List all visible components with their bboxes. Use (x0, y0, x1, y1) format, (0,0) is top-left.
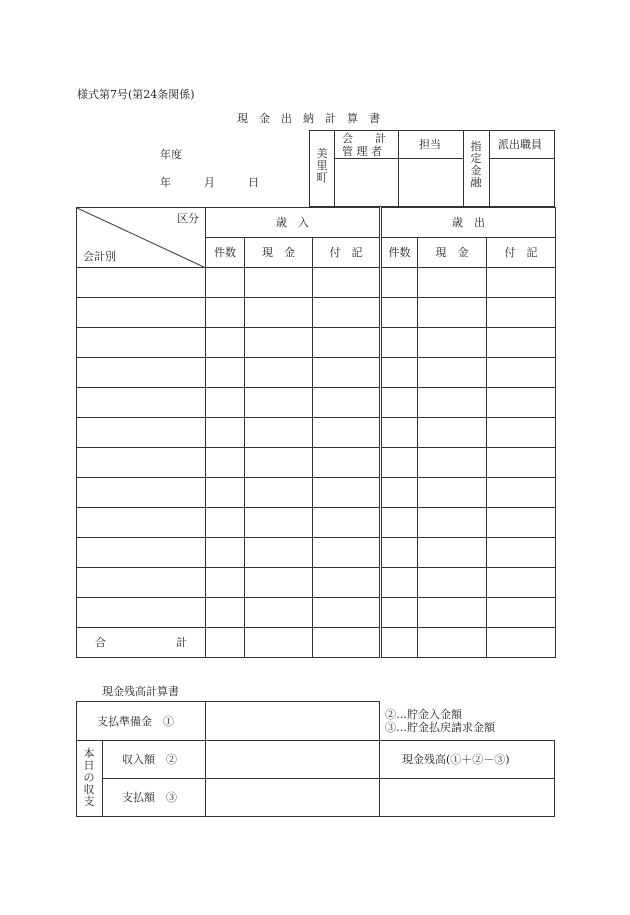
ledger-cell[interactable] (487, 358, 556, 388)
ledger-row (77, 388, 556, 418)
ledger-cell[interactable] (381, 448, 418, 478)
page-title: 現 金 出 納 計 算 書 (237, 112, 380, 125)
ledger-cell[interactable] (487, 388, 556, 418)
ledger-cell[interactable] (418, 298, 487, 328)
accountant-seal-cell[interactable] (334, 158, 399, 207)
ledger-cell[interactable] (487, 268, 556, 298)
ledger-row (77, 568, 556, 598)
ledger-cell[interactable] (381, 268, 418, 298)
ledger-cell[interactable] (313, 598, 381, 628)
town-cell (309, 130, 335, 207)
ledger-cell[interactable] (313, 268, 381, 298)
income-label: 収入額 ② (122, 753, 177, 766)
ledger-cell[interactable] (313, 568, 381, 598)
cash-balance-value-cell[interactable] (379, 778, 555, 817)
ledger-cell[interactable] (77, 388, 206, 418)
ledger-cell[interactable] (381, 568, 418, 598)
ledger-cell[interactable] (206, 358, 245, 388)
ledger-cell[interactable] (206, 478, 245, 508)
tanto-header-cell (398, 130, 464, 159)
note-withdraw-request: ③…貯金払戻請求金額 (385, 721, 495, 734)
sub-header-cash-exp: 現 金 (418, 238, 487, 268)
sub-header-cash-rev: 現 金 (245, 238, 313, 268)
ledger-cell[interactable] (245, 448, 313, 478)
ledger-cell[interactable] (245, 418, 313, 448)
ledger-cell[interactable] (77, 298, 206, 328)
ledger-cell[interactable] (245, 328, 313, 358)
ledger-cell[interactable] (313, 508, 381, 538)
ledger-cell[interactable] (381, 418, 418, 448)
ledger-cell[interactable] (245, 508, 313, 538)
ledger-cell[interactable] (418, 538, 487, 568)
ledger-cell[interactable] (381, 358, 418, 388)
ledger-cell[interactable] (381, 538, 418, 568)
today-group-label: 本日の収支 (83, 747, 95, 808)
ledger-cell[interactable] (77, 478, 206, 508)
ledger-cell[interactable] (77, 508, 206, 538)
ledger-cell[interactable] (487, 478, 556, 508)
ledger-cell[interactable] (206, 418, 245, 448)
ledger-table (76, 207, 556, 658)
ledger-cell[interactable] (245, 298, 313, 328)
ledger-row (77, 478, 556, 508)
ledger-cell[interactable] (418, 388, 487, 418)
ledger-cell[interactable] (313, 448, 381, 478)
ledger-cell[interactable] (77, 358, 206, 388)
form-number: 様式第7号(第24条関係) (77, 88, 195, 101)
total-cell[interactable] (206, 628, 245, 658)
ledger-row (77, 358, 556, 388)
ledger-cell[interactable] (206, 538, 245, 568)
ledger-row (77, 538, 556, 568)
ledger-cell[interactable] (206, 328, 245, 358)
corner-bottom-label: 会計別 (83, 250, 116, 263)
ledger-cell[interactable] (381, 478, 418, 508)
ledger-cell[interactable] (418, 268, 487, 298)
ledger-cell[interactable] (313, 478, 381, 508)
reserve-amount-cell[interactable] (205, 701, 380, 741)
income-amount-cell[interactable] (205, 740, 380, 779)
income-label-cell (102, 740, 206, 779)
ledger-row (77, 298, 556, 328)
ledger-cell[interactable] (206, 298, 245, 328)
total-cell[interactable] (418, 628, 487, 658)
ledger-cell[interactable] (381, 328, 418, 358)
ledger-cell[interactable] (487, 448, 556, 478)
date-label: 年 月 日 (160, 176, 259, 189)
ledger-cell[interactable] (245, 568, 313, 598)
ledger-cell[interactable] (77, 328, 206, 358)
ledger-row (77, 418, 556, 448)
ledger-cell[interactable] (487, 508, 556, 538)
ledger-cell[interactable] (487, 538, 556, 568)
ledger-cell[interactable] (245, 538, 313, 568)
ledger-cell[interactable] (245, 388, 313, 418)
ledger-cell[interactable] (313, 388, 381, 418)
corner-top-label: 区分 (177, 212, 199, 225)
balance-title: 現金残高計算書 (102, 685, 179, 698)
ledger-cell[interactable] (487, 418, 556, 448)
ledger-cell[interactable] (206, 598, 245, 628)
total-label-cell (77, 628, 206, 658)
ledger-cell[interactable] (77, 538, 206, 568)
ledger-cell[interactable] (206, 268, 245, 298)
ledger-body (77, 268, 556, 628)
ledger-cell[interactable] (206, 568, 245, 598)
corner-cell (77, 208, 206, 268)
accountant-header-cell (334, 130, 399, 159)
accountant-label-line1: 会 計 (342, 132, 386, 145)
ledger-cell[interactable] (206, 508, 245, 538)
ledger-cell[interactable] (245, 268, 313, 298)
ledger-row (77, 328, 556, 358)
ledger-cell[interactable] (418, 568, 487, 598)
ledger-row (77, 598, 556, 628)
payment-label: 支払額 ③ (122, 791, 177, 804)
ledger-row (77, 268, 556, 298)
total-label-right: 計 (176, 636, 187, 649)
total-cell[interactable] (313, 628, 381, 658)
ledger-cell[interactable] (206, 388, 245, 418)
cash-balance-header-cell (379, 740, 555, 779)
ledger-cell[interactable] (77, 598, 206, 628)
ledger-cell[interactable] (245, 598, 313, 628)
expenditure-header: 歳 出 (381, 208, 556, 238)
dispatched-staff-label: 派出職員 (498, 138, 542, 151)
ledger-cell[interactable] (77, 268, 206, 298)
today-group-cell (76, 740, 103, 817)
payment-amount-cell[interactable] (205, 778, 380, 817)
cash-balance-label: 現金残高(①＋②－③) (402, 753, 510, 766)
ledger-cell[interactable] (313, 418, 381, 448)
reserve-label: 支払準備金 ① (97, 715, 174, 728)
staff-seal-cell[interactable] (489, 158, 555, 207)
designated-bank-label: 指定金融 (470, 140, 482, 189)
ledger-cell[interactable] (418, 508, 487, 538)
reserve-label-cell (76, 701, 206, 741)
ledger-cell[interactable] (418, 478, 487, 508)
bank-cell (463, 130, 490, 207)
ledger-row (77, 448, 556, 478)
sub-header-note-rev: 付 記 (313, 238, 381, 268)
town-label: 美里町 (316, 147, 328, 184)
sub-header-note-exp: 付 記 (487, 238, 556, 268)
staff-header-cell (489, 130, 555, 159)
ledger-cell[interactable] (245, 478, 313, 508)
ledger-cell[interactable] (77, 448, 206, 478)
ledger-cell[interactable] (77, 568, 206, 598)
accountant-label-line2: 管 理 者 (342, 145, 382, 158)
ledger-cell[interactable] (381, 388, 418, 418)
total-cell[interactable] (487, 628, 556, 658)
ledger-cell[interactable] (418, 598, 487, 628)
ledger-cell[interactable] (381, 598, 418, 628)
ledger-row (77, 508, 556, 538)
total-cell[interactable] (245, 628, 313, 658)
ledger-cell[interactable] (418, 328, 487, 358)
total-label-left: 合 (95, 636, 106, 649)
ledger-cell[interactable] (245, 358, 313, 388)
nendo-label: 年度 (160, 148, 182, 161)
ledger-cell[interactable] (313, 298, 381, 328)
ledger-cell[interactable] (381, 298, 418, 328)
ledger-cell[interactable] (313, 358, 381, 388)
ledger-cell[interactable] (487, 328, 556, 358)
tanto-seal-cell[interactable] (398, 158, 464, 207)
ledger-cell[interactable] (313, 328, 381, 358)
ledger-cell[interactable] (206, 448, 245, 478)
ledger-cell[interactable] (313, 538, 381, 568)
tanto-label: 担当 (419, 138, 441, 151)
sub-header-count-exp: 件数 (381, 238, 418, 268)
ledger-cell[interactable] (487, 298, 556, 328)
ledger-cell[interactable] (418, 448, 487, 478)
ledger-cell[interactable] (487, 598, 556, 628)
ledger-cell[interactable] (418, 358, 487, 388)
sub-header-count-rev: 件数 (206, 238, 245, 268)
ledger-cell[interactable] (381, 508, 418, 538)
revenue-header: 歳 入 (206, 208, 381, 238)
ledger-cell[interactable] (418, 418, 487, 448)
total-cell[interactable] (381, 628, 418, 658)
total-row (77, 628, 556, 658)
ledger-cell[interactable] (487, 568, 556, 598)
ledger-cell[interactable] (77, 418, 206, 448)
note-deposit: ②…貯金入金額 (385, 708, 462, 721)
payment-label-cell (102, 778, 206, 817)
